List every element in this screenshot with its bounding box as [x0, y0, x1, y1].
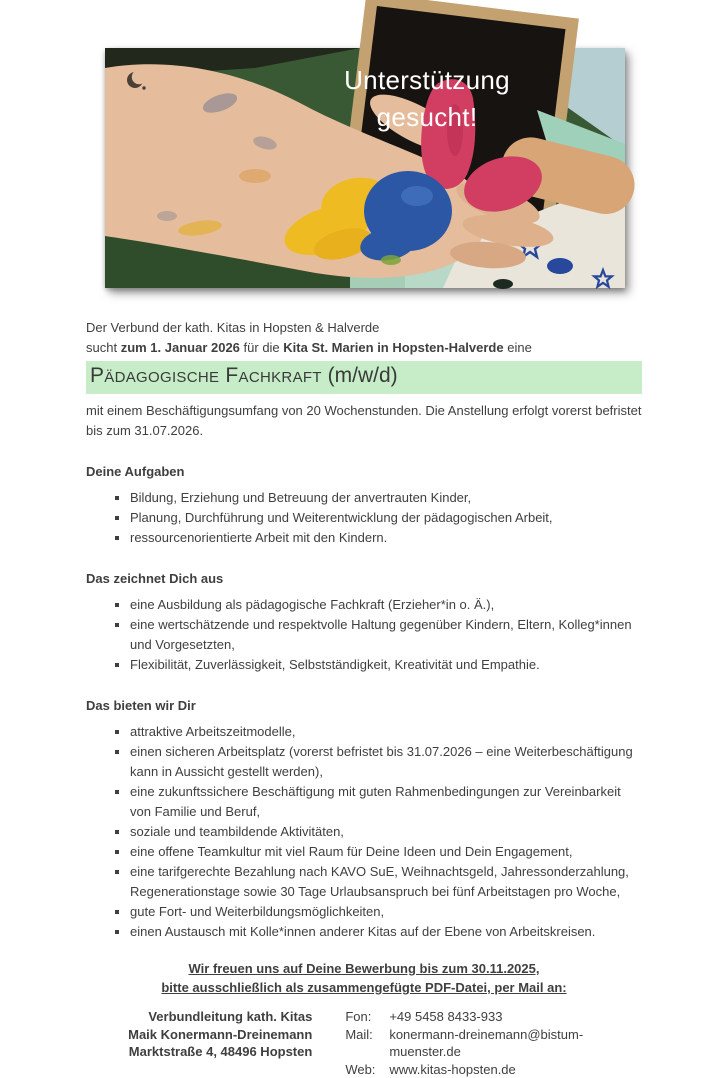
application-call [86, 959, 642, 997]
contact-block [86, 1008, 642, 1078]
list-item: ▪ Flexibilität, Zuverlässigkeit, Selbstständigkeit, Kreativität und Empathie. [130, 655, 642, 675]
job-title-suffix: (m/w/d) [328, 364, 398, 387]
list-item: ▪ eine tarifgerechte Bezahlung nach KAVO SuE, Weihnachtsgeld, Jahressonderzahlung, Regenerationstage sowie 30 Tage Urlaubsanspruch bei fünf Arbeitstagen pro Woche, [130, 862, 642, 902]
list-item: ▪ soziale und teambildende Aktivitäten, [130, 822, 642, 842]
paint-smudge-shape [239, 169, 271, 183]
paint-smudge-shape [157, 211, 177, 221]
document-body [86, 288, 642, 1078]
web-label: Web: [345, 1061, 389, 1078]
profile-list [86, 595, 642, 675]
section-heading-offer: Das bieten wir Dir [86, 696, 642, 716]
start-date: zum 1. Januar 2026 [121, 340, 240, 355]
employment-note: mit einem Beschäftigungsumfang von 20 Wochenstunden. Die Anstellung erfolgt vorerst befristet bis zum 31.07.2026. [86, 401, 642, 441]
list-item: ▪ eine wertschätzende und respektvolle Haltung gegenüber Kindern, Eltern, Kolleg*innen und Vorgesetzten, [130, 615, 642, 655]
header-photo [105, 48, 625, 288]
application-deadline: Wir freuen uns auf Deine Bewerbung bis zum 30.11.2025, [189, 961, 540, 976]
photo-caption-line2: gesucht! [377, 102, 478, 132]
intro-line2-part2: für die [240, 340, 283, 355]
list-item: ▪ Bildung, Erziehung und Betreuung der anvertrauten Kinder, [130, 488, 642, 508]
fabric-blob-shape [547, 258, 573, 274]
intro-line2-part1: sucht [86, 340, 121, 355]
mail-value: konermann-dreinemann@bistum-muenster.de [389, 1026, 642, 1061]
contact-person: Maik Konermann-Dreinemann [86, 1026, 312, 1044]
intro-line1: Der Verbund der kath. Kitas in Hopsten & Halverde [86, 320, 379, 335]
contact-org: Verbundleitung kath. Kitas [86, 1008, 312, 1026]
contact-address [86, 1008, 312, 1078]
photo-caption [327, 62, 527, 136]
list-item: ▪ attraktive Arbeitszeitmodelle, [130, 722, 642, 742]
list-item: ▪ eine Ausbildung als pädagogische Fachkraft (Erzieher*in o. Ä.), [130, 595, 642, 615]
list-item: ▪ einen sicheren Arbeitsplatz (vorerst befristet bis 31.07.2026 – eine Weiterbeschäftigung kann in Aussicht gestellt werden), [130, 742, 642, 782]
paint-green-smudge-shape [381, 255, 401, 265]
kita-name: Kita St. Marien in Hopsten-Halverde [283, 340, 503, 355]
job-title: Pädagogische Fachkraft [90, 364, 322, 387]
section-heading-tasks: Deine Aufgaben [86, 462, 642, 482]
mail-label: Mail: [345, 1026, 389, 1061]
section-heading-profile: Das zeichnet Dich aus [86, 569, 642, 589]
web-value: www.kitas-hopsten.de [389, 1061, 515, 1078]
list-item: ▪ einen Austausch mit Kolle*innen anderer Kitas auf der Ebene von Arbeitskreisen. [130, 922, 642, 942]
contact-street: Marktstraße 4, 48496 Hopsten [86, 1043, 312, 1061]
fon-label: Fon: [345, 1008, 389, 1026]
intro-line2-part3: eine [504, 340, 532, 355]
offer-list [86, 722, 642, 942]
contact-row-mail [345, 1026, 642, 1061]
list-item: ▪ Planung, Durchführung und Weiterentwicklung der pädagogischen Arbeit, [130, 508, 642, 528]
paint-blue-highlight-shape [401, 186, 433, 206]
list-item: ▪ eine zukunftssichere Beschäftigung mit guten Rahmenbedingungen zur Vereinbarkeit von Familie und Beruf, [130, 782, 642, 822]
fon-value: +49 5458 8433-933 [389, 1008, 502, 1026]
contact-row-fon [345, 1008, 642, 1026]
photo-caption-line1: Unterstützung [344, 65, 510, 95]
list-item: ▪ eine offene Teamkultur mit viel Raum für Deine Ideen und Dein Engagement, [130, 842, 642, 862]
job-title-bar [86, 361, 642, 394]
application-format: bitte ausschließlich als zusammengefügte PDF-Datei, per Mail an: [161, 980, 566, 995]
tasks-list [86, 488, 642, 548]
contact-details [345, 1008, 642, 1078]
contact-row-web [345, 1061, 642, 1078]
intro-text [86, 318, 642, 358]
list-item: ▪ gute Fort- und Weiterbildungsmöglichkeiten, [130, 902, 642, 922]
list-item: ▪ ressourcenorientierte Arbeit mit den Kindern. [130, 528, 642, 548]
